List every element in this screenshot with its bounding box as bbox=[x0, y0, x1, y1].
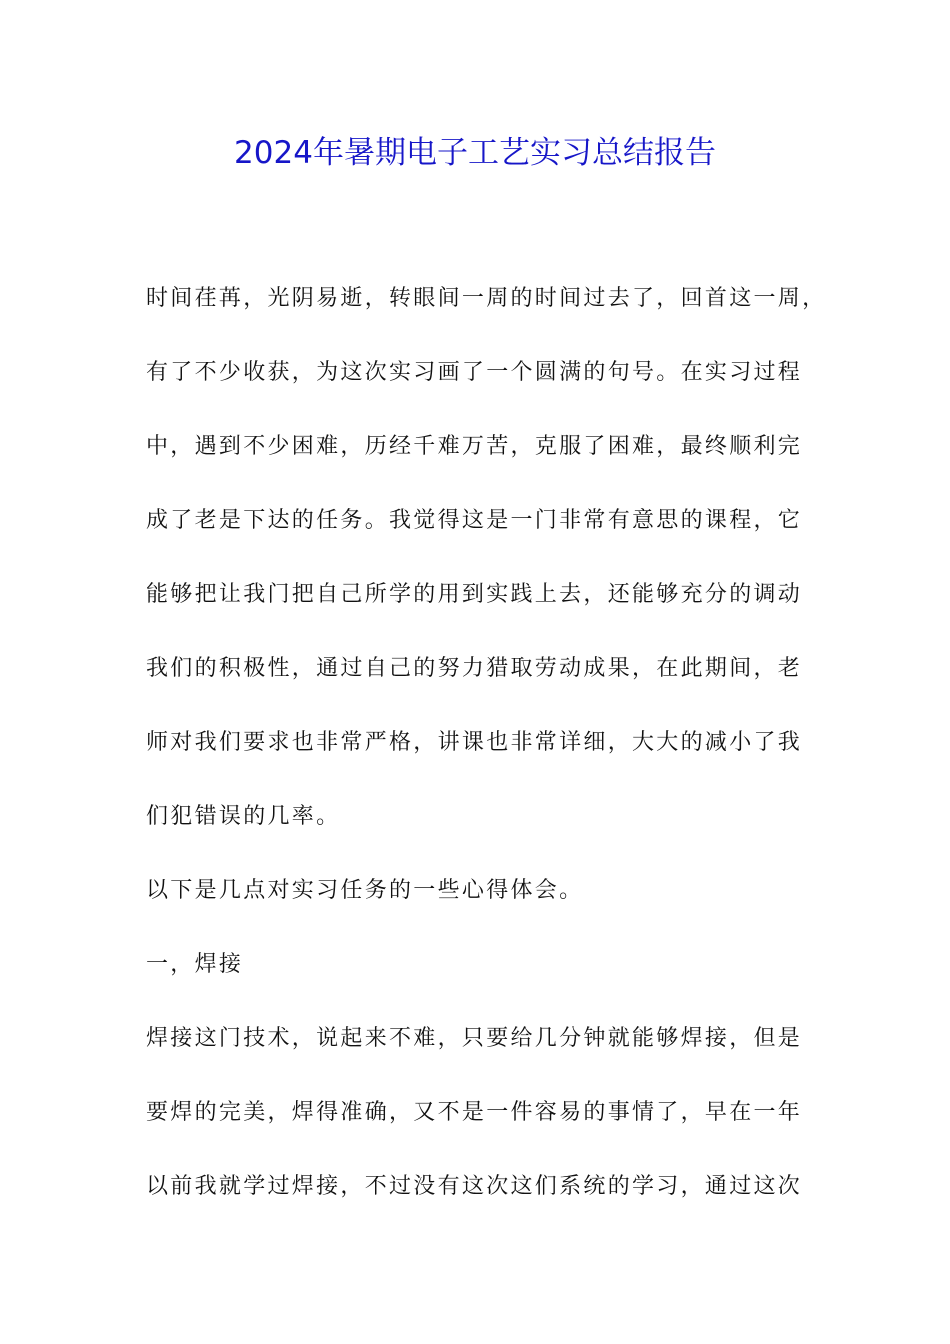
text-line: 们犯错误的几率。 bbox=[146, 804, 341, 829]
text-line: 有了不少收获，为这次实习画了一个圆满的句号。在实习过程 bbox=[146, 360, 803, 385]
text-line: 要焊的完美，焊得准确，又不是一件容易的事情了，早在一年 bbox=[146, 1100, 803, 1125]
text-line: 中，遇到不少困难，历经千难万苦，克服了困难，最终顺利完 bbox=[146, 434, 803, 459]
document-body bbox=[146, 262, 827, 1224]
text-line: 以前我就学过焊接，不过没有这次这们系统的学习，通过这次 bbox=[146, 1174, 803, 1199]
text-line: 能够把让我门把自己所学的用到实践上去，还能够充分的调动 bbox=[146, 582, 803, 607]
text-line: 焊接这门技术，说起来不难，只要给几分钟就能够焊接，但是 bbox=[146, 1026, 803, 1051]
text-line: 师对我们要求也非常严格，讲课也非常详细，大大的减小了我 bbox=[146, 730, 803, 755]
section-heading: 一，焊接 bbox=[146, 952, 244, 977]
text-line: 我们的积极性，通过自己的努力猎取劳动成果，在此期间，老 bbox=[146, 656, 803, 681]
text-line: 时间荏苒，光阴易逝，转眼间一周的时间过去了，回首这一周， bbox=[146, 286, 827, 311]
document-title: 2024年暑期电子工艺实习总结报告 bbox=[234, 135, 716, 171]
text-line: 以下是几点对实习任务的一些心得体会。 bbox=[146, 878, 584, 903]
text-line: 成了老是下达的任务。我觉得这是一门非常有意思的课程，它 bbox=[146, 508, 803, 533]
